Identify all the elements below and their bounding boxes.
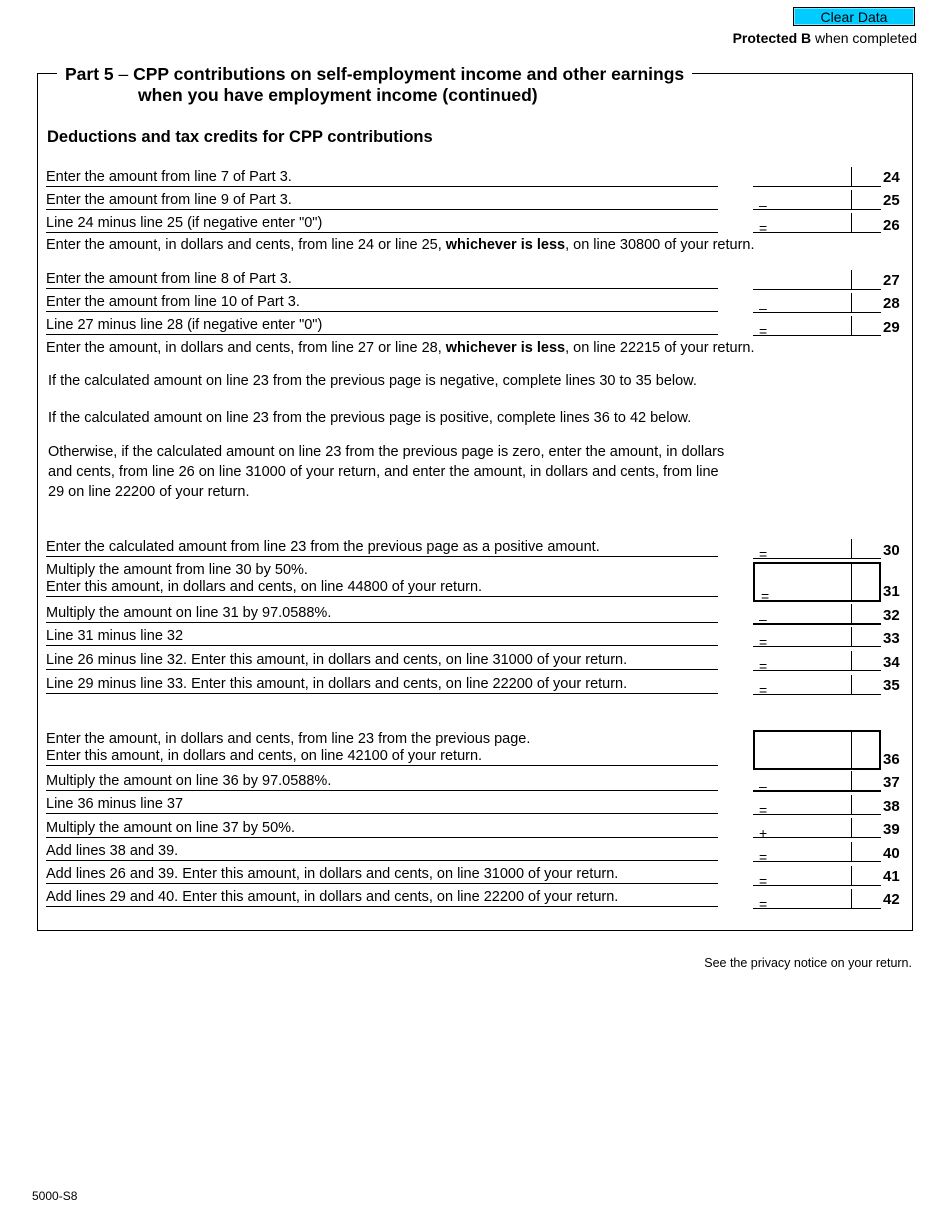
instruction-positive: If the calculated amount on line 23 from the previous page is positive, complete lines 36 to 42 below. [48, 410, 692, 426]
line-38-label: Line 36 minus line 37 [46, 796, 718, 814]
line-28-label: Enter the amount from line 10 of Part 3. [46, 294, 718, 312]
line-31-amount-field[interactable] [753, 562, 881, 602]
line-31-label [46, 562, 718, 597]
line-36-label [46, 731, 718, 766]
line-26-number: 26 [883, 217, 900, 234]
line-39-op: + [759, 825, 768, 841]
instruction-zero: Otherwise, if the calculated amount on line 23 from the previous page is zero, enter the amount, in dollars and cents, from line 26 on line 31000 of your return, and enter the amount, in dollars and cents, from line 29 on line 22200 of your return. [48, 444, 725, 500]
line-29-number: 29 [883, 319, 900, 336]
note-line-30800 [46, 237, 755, 254]
section-subtitle: Deductions and tax credits for CPP contributions [47, 128, 433, 146]
line-39-label: Multiply the amount on line 37 by 50%. [46, 820, 718, 838]
line-24-label: Enter the amount from line 7 of Part 3. [46, 169, 718, 187]
part5-title [57, 64, 692, 106]
line-31-text1: Multiply the amount from line 30 by 50%. [46, 562, 308, 578]
form-id: 5000-S8 [32, 1189, 78, 1203]
line-30-number: 30 [883, 542, 900, 559]
note2-bold: whichever is less [445, 340, 566, 356]
note2-pre: Enter the amount, in dollars and cents, from line 27 or line 28, [46, 340, 446, 356]
part-label: Part 5 [65, 64, 114, 84]
line-42-amount-field[interactable] [753, 889, 881, 912]
line-38-amount-field[interactable] [753, 795, 881, 818]
line-39-number: 39 [883, 821, 900, 838]
line-30-amount-field[interactable] [753, 539, 881, 562]
line-38-number: 38 [883, 798, 900, 815]
line-25-label: Enter the amount from line 9 of Part 3. [46, 192, 718, 210]
line-39-amount-field[interactable] [753, 818, 881, 841]
line-35-op: = [759, 682, 768, 698]
line-33-op: = [759, 634, 768, 650]
line-25-amount-field[interactable] [753, 190, 881, 213]
line-31-op: = [761, 588, 770, 604]
line-37-op: – [759, 778, 767, 794]
line-29-amount-field[interactable] [753, 316, 881, 339]
line-30-label: Enter the calculated amount from line 23 from the previous page as a positive amount. [46, 539, 718, 557]
line-40-amount-field[interactable] [753, 842, 881, 865]
line-38-op: = [759, 802, 768, 818]
protected-b-rest: when completed [811, 30, 917, 46]
line-27-number: 27 [883, 272, 900, 289]
note2-post: , on line 22215 of your return. [565, 340, 755, 356]
line-28-number: 28 [883, 295, 900, 312]
line-36-text1: Enter the amount, in dollars and cents, from line 23 from the previous page. [46, 731, 531, 747]
line-26-amount-field[interactable] [753, 213, 881, 236]
line-36-number: 36 [883, 751, 900, 768]
line-42-op: = [759, 896, 768, 912]
line-41-op: = [759, 873, 768, 889]
line-25-op: – [759, 197, 767, 213]
line-40-op: = [759, 849, 768, 865]
line-24-amount-field[interactable] [753, 167, 881, 187]
line-40-label: Add lines 38 and 39. [46, 843, 718, 861]
line-29-op: = [759, 323, 768, 339]
line-26-label: Line 24 minus line 25 (if negative enter "0") [46, 215, 718, 233]
instruction-negative: If the calculated amount on line 23 from the previous page is negative, complete lines 30 to 35 below. [48, 373, 697, 389]
line-31-text2: Enter this amount, in dollars and cents, on line 44800 of your return. [46, 579, 483, 595]
clear-data-button[interactable]: Clear Data [793, 7, 915, 26]
line-35-number: 35 [883, 677, 900, 694]
line-33-label: Line 31 minus line 32 [46, 628, 718, 646]
note1-bold: whichever is less [445, 237, 566, 253]
line-42-number: 42 [883, 891, 900, 908]
title-line1: CPP contributions on self-employment income and other earnings [133, 64, 685, 84]
line-33-number: 33 [883, 630, 900, 647]
line-34-op: = [759, 658, 768, 674]
line-25-number: 25 [883, 192, 900, 209]
line-31-number: 31 [883, 583, 900, 600]
protected-b-label [733, 30, 917, 46]
line-34-number: 34 [883, 654, 900, 671]
line-41-number: 41 [883, 868, 900, 885]
privacy-notice: See the privacy notice on your return. [704, 956, 912, 970]
line-37-amount-field[interactable] [753, 771, 881, 792]
line-41-amount-field[interactable] [753, 866, 881, 889]
protected-b-bold: Protected B [732, 30, 812, 46]
line-37-number: 37 [883, 774, 900, 791]
line-35-amount-field[interactable] [753, 675, 881, 698]
line-32-amount-field[interactable] [753, 604, 881, 625]
line-35-label: Line 29 minus line 33. Enter this amount, in dollars and cents, on line 22200 of your return. [46, 676, 718, 694]
line-36-text2: Enter this amount, in dollars and cents, on line 42100 of your return. [46, 748, 483, 764]
line-24-number: 24 [883, 169, 900, 186]
line-36-amount-field[interactable] [753, 730, 881, 770]
line-32-op: – [759, 611, 767, 627]
line-28-amount-field[interactable] [753, 293, 881, 316]
line-30-op: = [759, 546, 768, 562]
title-dash: – [113, 64, 134, 84]
line-34-label: Line 26 minus line 32. Enter this amount, in dollars and cents, on line 31000 of your return. [46, 652, 718, 670]
line-29-label: Line 27 minus line 28 (if negative enter "0") [46, 317, 718, 335]
line-33-amount-field[interactable] [753, 627, 881, 650]
line-32-number: 32 [883, 607, 900, 624]
line-41-label: Add lines 26 and 39. Enter this amount, in dollars and cents, on line 31000 of your return. [46, 866, 718, 884]
note1-pre: Enter the amount, in dollars and cents, from line 24 or line 25, [46, 237, 446, 253]
title-line2: when you have employment income (continued) [138, 85, 538, 105]
note1-post: , on line 30800 of your return. [565, 237, 755, 253]
line-28-op: – [759, 300, 767, 316]
line-26-op: = [759, 220, 768, 236]
line-34-amount-field[interactable] [753, 651, 881, 674]
line-40-number: 40 [883, 845, 900, 862]
note-line-22215 [46, 340, 755, 357]
line-42-label: Add lines 29 and 40. Enter this amount, in dollars and cents, on line 22200 of your return. [46, 889, 718, 907]
line-27-label: Enter the amount from line 8 of Part 3. [46, 271, 718, 289]
line-37-label: Multiply the amount on line 36 by 97.0588%. [46, 773, 718, 791]
line-32-label: Multiply the amount on line 31 by 97.0588%. [46, 605, 718, 623]
line-27-amount-field[interactable] [753, 270, 881, 290]
